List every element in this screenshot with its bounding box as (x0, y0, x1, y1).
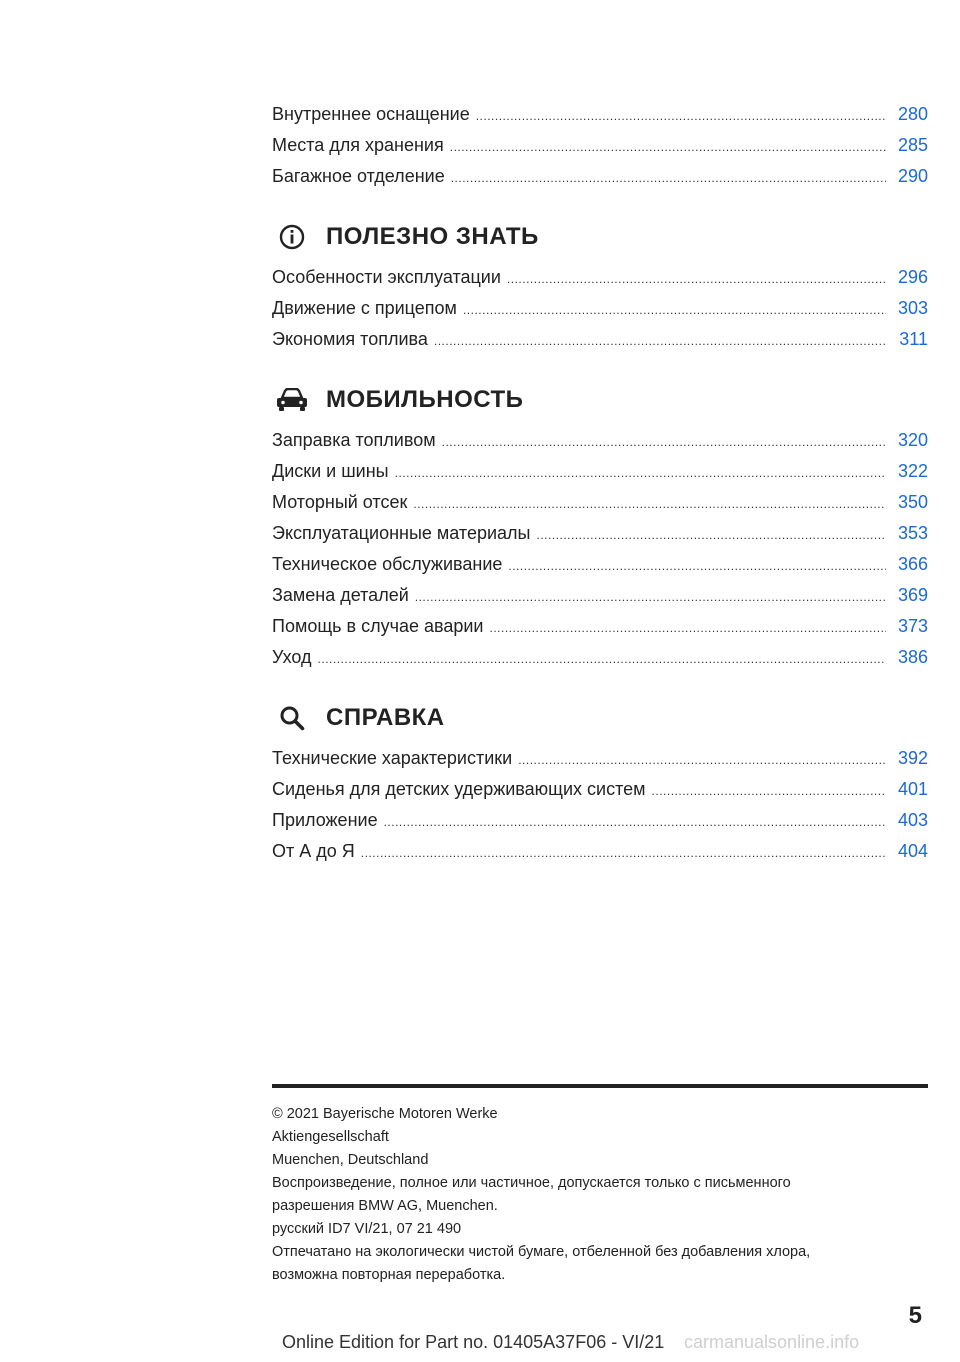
toc-leader-dots (537, 528, 887, 542)
footer-divider (272, 1084, 928, 1088)
section-title: МОБИЛЬНОСТЬ (326, 386, 524, 413)
toc-page-link[interactable]: 280 (897, 104, 928, 124)
toc-leader-dots (361, 846, 886, 860)
toc-page-link[interactable]: 353 (897, 523, 928, 543)
toc-item-title: Особенности эксплуатации (272, 267, 501, 287)
toc-page-link[interactable]: 350 (897, 492, 928, 512)
imprint-line: Aktiengesellschaft (272, 1129, 389, 1145)
section-header-reference (272, 698, 928, 738)
toc-page-link[interactable]: 285 (897, 135, 928, 155)
toc-row[interactable] (272, 616, 928, 647)
toc-group-top (272, 104, 928, 197)
toc-row[interactable] (272, 135, 928, 166)
toc-item-title: Внутреннее оснащение (272, 104, 470, 124)
imprint-block (272, 1103, 928, 1287)
toc-leader-dots (508, 559, 886, 573)
toc-page-link[interactable]: 386 (897, 647, 928, 667)
toc-item-title: Техническое обслуживание (272, 554, 503, 574)
info-icon (276, 221, 308, 253)
toc-item-title: Заправка топливом (272, 430, 436, 450)
toc-leader-dots (507, 272, 886, 286)
section-title: СПРАВКА (326, 704, 445, 731)
toc-item-title: Места для хранения (272, 135, 444, 155)
toc-item-title: Диски и шины (272, 461, 389, 481)
imprint-line: Отпечатано на экологически чистой бумаге, отбеленной без добавления хлора, (272, 1244, 811, 1260)
search-icon (276, 702, 308, 734)
toc-page-link[interactable]: 404 (897, 841, 928, 861)
toc-leader-dots (652, 784, 886, 798)
toc-leader-dots (451, 171, 886, 185)
imprint-line: Воспроизведение, полное или частичное, допускается только с письменного (272, 1175, 791, 1191)
toc-row[interactable] (272, 104, 928, 135)
toc-page-link[interactable]: 320 (897, 430, 928, 450)
toc-row[interactable] (272, 554, 928, 585)
toc-leader-dots (395, 466, 886, 480)
toc-row[interactable] (272, 267, 928, 298)
toc-item-title: Экономия топлива (272, 329, 428, 349)
watermark: carmanualsonline.info (684, 1332, 860, 1352)
toc-item-title: Эксплуатационные материалы (272, 523, 531, 543)
toc-leader-dots (442, 435, 886, 449)
toc-item-title: Уход (272, 647, 312, 667)
toc-row[interactable] (272, 166, 928, 197)
toc-page-link[interactable]: 311 (899, 329, 928, 349)
car-icon (276, 384, 308, 416)
table-of-contents (272, 104, 928, 872)
toc-row[interactable] (272, 329, 928, 360)
imprint-line: русский ID7 VI/21, 07 21 490 (272, 1221, 462, 1237)
toc-leader-dots (318, 652, 886, 666)
toc-item-title: Технические характеристики (272, 748, 513, 768)
imprint-line: © 2021 Bayerische Motoren Werke (272, 1106, 498, 1122)
toc-page-link[interactable]: 369 (897, 585, 928, 605)
toc-page-link[interactable]: 401 (897, 779, 928, 799)
toc-row[interactable] (272, 492, 928, 523)
page-number: 5 (908, 1302, 922, 1329)
toc-page-link[interactable]: 373 (897, 616, 928, 636)
toc-row[interactable] (272, 748, 928, 779)
toc-page-link[interactable]: 290 (897, 166, 928, 186)
toc-row[interactable] (272, 841, 928, 872)
toc-item-title: Движение с прицепом (272, 298, 457, 318)
toc-row[interactable] (272, 810, 928, 841)
toc-page-link[interactable]: 322 (897, 461, 928, 481)
section-header-mobility (272, 380, 928, 420)
toc-row[interactable] (272, 461, 928, 492)
toc-page-link[interactable]: 366 (897, 554, 928, 574)
imprint-line: разрешения BMW AG, Muenchen. (272, 1198, 498, 1214)
imprint-line: Muenchen, Deutschland (272, 1152, 429, 1168)
toc-row[interactable] (272, 298, 928, 329)
toc-leader-dots (476, 109, 886, 123)
toc-item-title: Багажное отделение (272, 166, 445, 186)
toc-item-title: Сиденья для детских удерживающих систем (272, 779, 646, 799)
toc-item-title: Помощь в случае аварии (272, 616, 484, 636)
toc-leader-dots (384, 815, 886, 829)
section-title: ПОЛЕЗНО ЗНАТЬ (326, 223, 539, 250)
toc-row[interactable] (272, 647, 928, 678)
toc-item-title: Моторный отсек (272, 492, 408, 512)
toc-leader-dots (490, 621, 887, 635)
toc-page-link[interactable]: 296 (897, 267, 928, 287)
edition-footer: Online Edition for Part no. 01405A37F06 - VI/21 (282, 1332, 665, 1352)
toc-leader-dots (413, 497, 886, 511)
toc-leader-dots (434, 334, 886, 348)
toc-item-title: От А до Я (272, 841, 355, 861)
toc-row[interactable] (272, 523, 928, 554)
toc-item-title: Замена деталей (272, 585, 409, 605)
imprint-line: возможна повторная переработка. (272, 1267, 506, 1283)
section-header-useful (272, 217, 928, 257)
toc-row[interactable] (272, 430, 928, 461)
toc-page-link[interactable]: 392 (897, 748, 928, 768)
toc-row[interactable] (272, 779, 928, 810)
toc-page-link[interactable]: 403 (897, 810, 928, 830)
toc-item-title: Приложение (272, 810, 378, 830)
toc-leader-dots (415, 590, 886, 604)
toc-row[interactable] (272, 585, 928, 616)
toc-page-link[interactable]: 303 (897, 298, 928, 318)
toc-leader-dots (463, 303, 886, 317)
toc-leader-dots (450, 140, 886, 154)
toc-leader-dots (518, 753, 886, 767)
